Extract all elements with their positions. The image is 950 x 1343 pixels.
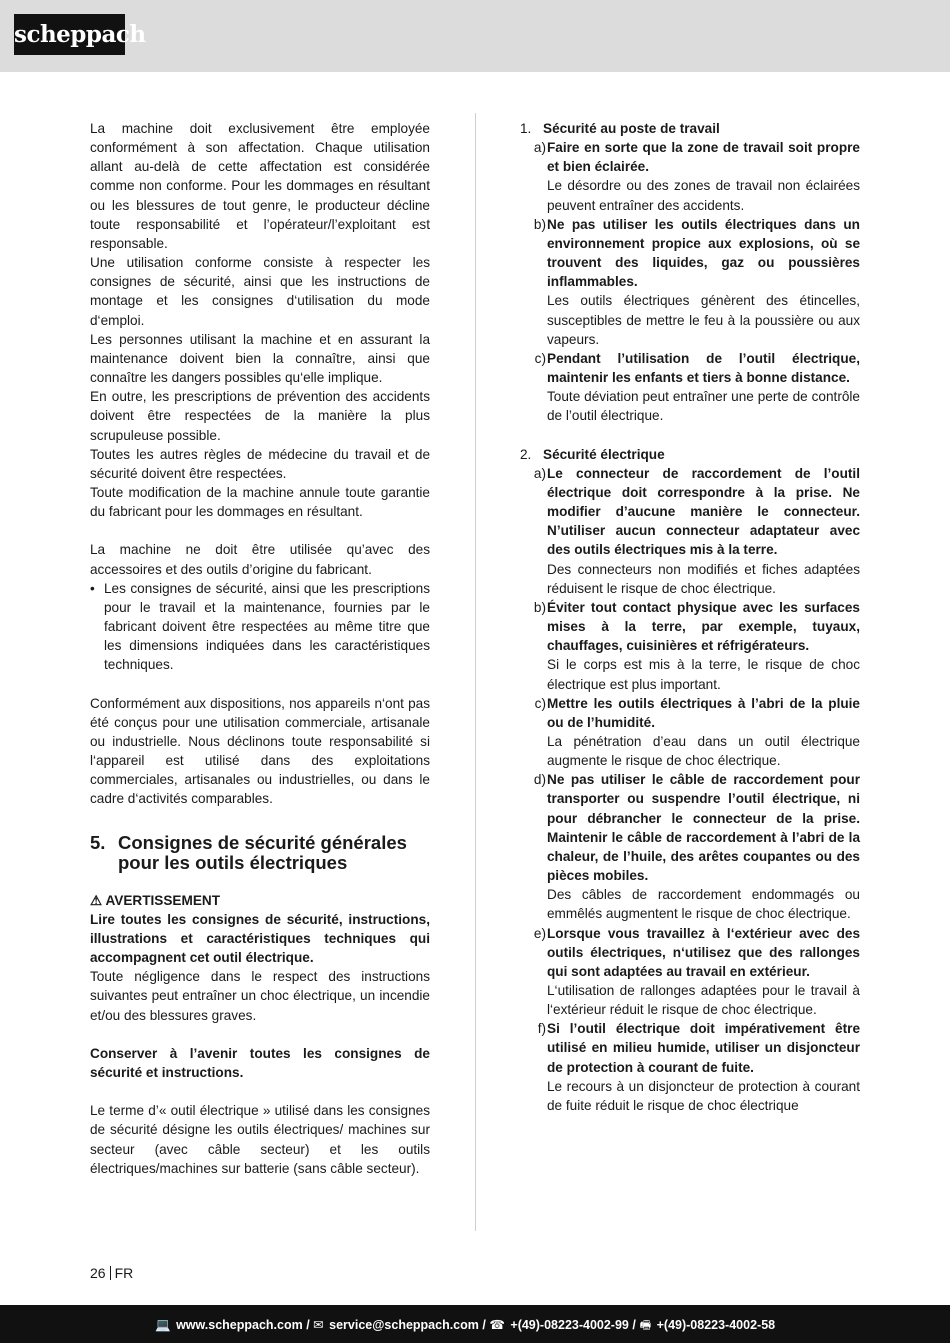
item-label: d) bbox=[533, 772, 546, 788]
paragraph-commercial-use: Conformément aux dispositions, nos appareils n‘ont pas été conçus pour une utilisation commerciale, artisanale ou industrielle. Nous déclinons toute responsabilité si l‘appareil est utilisé dans des exploitations commerciales, artisanales ou industrielles, ou dans le cadre d‘activités comparables. bbox=[90, 695, 430, 807]
paragraph-power-tool-term: Le terme d’« outil électrique » utilisé dans les consignes de sécurité désigne les outils électriques/ machines sur secteur (avec câble secteur) et les outils électriques/machines sur batterie (sans câble secteur). bbox=[90, 1103, 430, 1176]
page-language: FR bbox=[114, 1265, 134, 1281]
item-lead: Lorsque vous travaillez à l‘extérieur avec des outils électriques, n‘utilisez que des rallonges qui sont adaptées au travail en extérieur. bbox=[547, 925, 860, 979]
safety-item bbox=[520, 349, 860, 426]
item-lead: Le connecteur de raccordement de l’outil électrique doit correspondre à la prise. Ne modifier d’aucune manière le connecteur. N’utiliser aucun connecteur adaptateur avec des outils électriques mis à la terre. bbox=[547, 465, 860, 558]
phone-number: +(49)-08223-4002-99 / bbox=[510, 1318, 636, 1332]
item-lead: Mettre les outils électriques à l’abri de la pluie ou de l’humidité. bbox=[547, 695, 860, 730]
safety-item bbox=[520, 598, 860, 694]
safety-item bbox=[520, 138, 860, 215]
item-label: a) bbox=[533, 140, 546, 156]
subsection-number: 1. bbox=[520, 121, 532, 136]
footer-separator bbox=[110, 1266, 111, 1280]
item-lead: Si l’outil électrique doit impérativement être utilisé en milieu humide, utiliser un disjoncteur de protection à courant de fuite. bbox=[547, 1021, 860, 1075]
section-heading bbox=[90, 833, 430, 873]
item-label: f) bbox=[537, 1021, 546, 1037]
item-text: Des connecteurs non modifiés et fiches adaptées réduisent le risque de choc électrique. bbox=[547, 561, 860, 596]
item-text: Le désordre ou des zones de travail non éclairées peuvent entraîner des accidents. bbox=[547, 178, 860, 213]
subsection-heading-workplace bbox=[520, 119, 860, 138]
left-column bbox=[90, 119, 430, 1178]
subsection-title: Sécurité électrique bbox=[543, 446, 665, 462]
page-number: 26 bbox=[90, 1265, 106, 1281]
paragraph-accident-prevention: En outre, les prescriptions de prévention des accidents doivent être respectées de la manière la plus scrupuleuse possible. bbox=[90, 389, 430, 443]
item-label: b) bbox=[533, 599, 546, 615]
item-lead: Faire en sorte que la zone de travail soit propre et bien éclairée. bbox=[547, 140, 860, 175]
item-label: c) bbox=[534, 350, 546, 366]
item-text: Si le corps est mis à la terre, le risque de choc électrique est plus important. bbox=[547, 657, 860, 692]
subsection-heading-electrical bbox=[520, 445, 860, 464]
paragraph-modification: Toute modification de la machine annule toute garantie du fabricant pour les dommages en résultant. bbox=[90, 484, 430, 520]
section-number: 5. bbox=[90, 831, 106, 853]
bullet-mark: • bbox=[90, 580, 95, 596]
item-lead: Éviter tout contact physique avec les surfaces mises à la terre, par exemple, tuyaux, chauffages, cuisinières et réfrigérateurs. bbox=[547, 599, 860, 654]
phone-icon: ☎ bbox=[489, 1318, 505, 1332]
item-text: Des câbles de raccordement endommagés ou emmêlés augmentent le risque de choc électrique. bbox=[547, 887, 860, 922]
email-link[interactable]: service@scheppach.com / bbox=[329, 1318, 486, 1332]
warning-bold-text: Lire toutes les consignes de sécurité, instructions, illustrations et caractéristiques techniques qui accompagnent cet outil électrique. bbox=[90, 911, 430, 966]
section-title: Consignes de sécurité générales pour les outils électriques bbox=[118, 831, 407, 873]
item-label: b) bbox=[533, 216, 546, 232]
fax-icon: 🖷 bbox=[639, 1318, 652, 1332]
paragraph-other-rules: Toutes les autres règles de médecine du travail et de sécurité doivent être respectées. bbox=[90, 446, 430, 481]
safety-item bbox=[520, 215, 860, 349]
scheppach-logo: scheppach bbox=[14, 14, 125, 55]
bullet-text: Les consignes de sécurité, ainsi que les prescriptions pour le travail et la maintenance, fournies par le fabricant doivent être respectées au même titre que les dimensions indiquées dans les caractéristiques techniques. bbox=[104, 580, 430, 673]
item-text: La pénétration d’eau dans un outil électrique augmente le risque de choc électrique. bbox=[547, 733, 860, 769]
subsection-title: Sécurité au poste de travail bbox=[543, 121, 720, 136]
mail-icon: ✉ bbox=[313, 1318, 324, 1332]
item-lead: Ne pas utiliser les outils électriques dans un environnement propice aux explosions, où se trouvent des liquides, gaz ou poussières inflammables. bbox=[547, 216, 860, 290]
right-column bbox=[520, 119, 860, 1115]
item-label: e) bbox=[533, 925, 546, 941]
subsection-number: 2. bbox=[520, 446, 532, 462]
safety-item bbox=[520, 924, 860, 1020]
website-link[interactable]: www.scheppach.com / bbox=[176, 1318, 310, 1332]
paragraph-operators: Les personnes utilisant la machine et en assurant la maintenance doivent bien la connaître, ainsi que connaître les dangers possibles qu‘elle implique. bbox=[90, 331, 430, 386]
item-lead: Ne pas utiliser le câble de raccordement pour transporter ou suspendre l’outil électrique, ni pour débrancher le connecteur de la prise. Maintenir le câble de raccordement à l’abri de la chaleur, de l’huile, des arêtes coupantes ou des pièces mobiles. bbox=[547, 772, 860, 884]
page-footer bbox=[90, 1265, 133, 1281]
item-label: c) bbox=[534, 695, 546, 711]
header-bar bbox=[0, 0, 950, 72]
keep-instructions-text: Conserver à l’avenir toutes les consignes de sécurité et instructions. bbox=[90, 1045, 430, 1080]
item-lead: Pendant l’utilisation de l’outil électrique, maintenir les enfants et tiers à bonne distance. bbox=[547, 350, 860, 386]
warning-text: Toute négligence dans le respect des instructions suivantes peut entraîner un choc électrique, un incendie et/ou des blessures graves. bbox=[90, 969, 430, 1023]
paragraph-accessories: La machine ne doit être utilisée qu’avec des accessoires et des outils d’origine du fabricant. bbox=[90, 542, 430, 577]
paragraph-intended-use: La machine doit exclusivement être employée conformément à son affectation. Chaque utilisation allant au-delà de cette affectation est considérée comme non conforme. Pour les dommages en résultant ou les blessures de tout genre, le producteur décline toute responsabilité et l’opérateur/l’exploitant est responsable. bbox=[90, 121, 430, 251]
safety-item bbox=[520, 694, 860, 771]
safety-item bbox=[520, 1019, 860, 1115]
warning-label: ⚠ AVERTISSEMENT bbox=[90, 892, 221, 908]
item-label: a) bbox=[533, 465, 546, 481]
bullet-item bbox=[90, 579, 430, 675]
safety-item bbox=[520, 464, 860, 598]
safety-item bbox=[520, 770, 860, 923]
column-divider bbox=[475, 113, 476, 1231]
item-text: Les outils électriques génèrent des étincelles, susceptibles de mettre le feu à la poussière ou aux vapeurs. bbox=[547, 293, 860, 347]
item-text: L‘utilisation de rallonges adaptées pour le travail à l‘extérieur réduit le risque de choc électrique. bbox=[547, 983, 860, 1018]
computer-icon: 💻 bbox=[155, 1318, 171, 1332]
item-text: Toute déviation peut entraîner une perte de contrôle de l’outil électrique. bbox=[547, 389, 860, 424]
contact-bar bbox=[0, 1305, 950, 1343]
paragraph-compliant-use: Une utilisation conforme consiste à respecter les consignes de sécurité, ainsi que les instructions de montage et les consignes d‘utilisation du mode d‘emploi. bbox=[90, 255, 430, 328]
fax-number: +(49)-08223-4002-58 bbox=[656, 1318, 776, 1332]
item-text: Le recours à un disjoncteur de protection à courant de fuite réduit le risque de choc électrique bbox=[547, 1078, 860, 1113]
